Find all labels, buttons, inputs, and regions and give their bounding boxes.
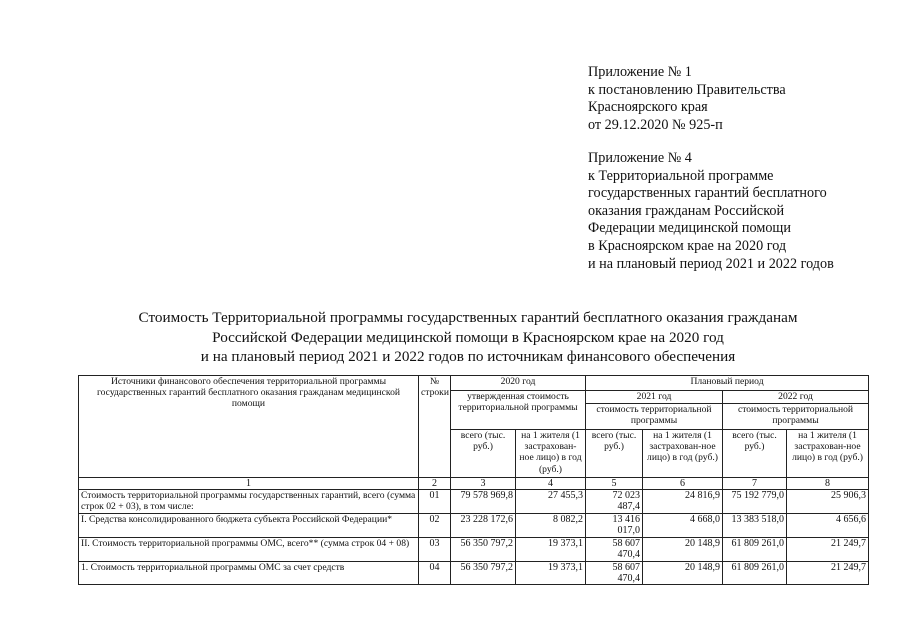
cell-2020-per-capita: 27 455,3 [516,490,586,514]
header-program-cost-2022: стоимость территориальной программы [723,404,869,430]
cell-2021-total: 72 023 487,4 [586,490,643,514]
cell-2022-total: 61 809 261,0 [723,561,787,584]
cell-2020-per-capita: 19 373,1 [516,561,586,584]
row-number: 01 [419,490,451,514]
cell-2021-total: 58 607 470,4 [586,537,643,561]
header-per-capita-2022: на 1 жителя (1 застрахован-ное лицо) в год (руб.) [787,430,869,478]
cell-2020-per-capita: 19 373,1 [516,537,586,561]
column-number-row [79,478,869,490]
appendix-1-block [588,64,786,134]
appendix-1-line: Приложение № 1 [588,64,692,80]
document-title [60,308,876,367]
cell-2022-total: 13 383 518,0 [723,514,787,537]
header-total-2021: всего (тыс. руб.) [586,430,643,478]
column-number: 3 [451,478,516,490]
row-label: II. Стоимость территориальной программы ОМС, всего** (сумма строк 04 + 08) [79,537,419,561]
header-line-no: № строки [419,376,451,478]
cell-2021-total: 13 416 017,0 [586,514,643,537]
cell-2022-per-capita: 21 249,7 [787,561,869,584]
cost-table [78,375,869,585]
cell-2020-total: 79 578 969,8 [451,490,516,514]
cell-2020-total: 56 350 797,2 [451,561,516,584]
header-total-2020: всего (тыс. руб.) [451,430,516,478]
appendix-4-line: в Красноярском крае на 2020 год [588,237,787,254]
column-number: 1 [79,478,419,490]
header-year-2020: 2020 год [451,376,586,391]
appendix-4-line: Федерации медицинской помощи [588,220,791,237]
appendix-4-line: оказания гражданам Российской [588,202,785,219]
cell-2022-per-capita: 21 249,7 [787,537,869,561]
appendix-1-line: Красноярского края [588,99,708,116]
cell-2021-per-capita: 4 668,0 [643,514,723,537]
table-row [79,490,869,514]
appendix-4-line: государственных гарантий бесплатного [588,185,827,202]
cell-2020-total: 23 228 172,6 [451,514,516,537]
header-approved-cost: утвержденная стоимость территориальной программы [451,391,586,430]
cell-2022-total: 61 809 261,0 [723,537,787,561]
header-source: Источники финансового обеспечения территориальной программы государственных гарантий бесплатного оказания гражданам медицинской помощи [79,376,419,478]
row-number: 02 [419,514,451,537]
column-number: 4 [516,478,586,490]
row-label: I. Средства консолидированного бюджета субъекта Российской Федерации* [79,514,419,537]
cell-2020-per-capita: 8 082,2 [516,514,586,537]
header-per-capita-2021: на 1 жителя (1 застрахован-ное лицо) в год (руб.) [643,430,723,478]
column-number: 7 [723,478,787,490]
appendix-4-line: к Территориальной программе [588,167,774,184]
header-planned-period: Плановый период [586,376,869,391]
header-year-2021: 2021 год [586,391,723,404]
cell-2022-per-capita: 4 656,6 [787,514,869,537]
column-number: 6 [643,478,723,490]
appendix-1-line: от 29.12.2020 № 925-п [588,116,723,133]
appendix-1-line: к постановлению Правительства [588,81,786,98]
cell-2021-per-capita: 20 148,9 [643,561,723,584]
title-line: Российской Федерации медицинской помощи в Красноярском крае на 2020 год [212,328,724,346]
appendix-4-line: и на плановый период 2021 и 2022 годов [588,255,834,272]
cell-2021-per-capita: 24 816,9 [643,490,723,514]
title-line: Стоимость Территориальной программы государственных гарантий бесплатного оказания гражданам [138,309,798,326]
cell-2022-per-capita: 25 906,3 [787,490,869,514]
row-label: Стоимость территориальной программы государственных гарантий, всего (сумма строк 02 + 03), в том числе: [79,490,419,514]
header-program-cost-2021: стоимость территориальной программы [586,404,723,430]
appendix-4-line: Приложение № 4 [588,150,692,166]
row-number: 04 [419,561,451,584]
row-label: 1. Стоимость территориальной программы ОМС за счет средств [79,561,419,584]
table-row [79,537,869,561]
cell-2021-per-capita: 20 148,9 [643,537,723,561]
header-row-1 [79,376,869,391]
table-row [79,514,869,537]
column-number: 5 [586,478,643,490]
cell-2022-total: 75 192 779,0 [723,490,787,514]
table-row [79,561,869,584]
column-number: 8 [787,478,869,490]
column-number: 2 [419,478,451,490]
cell-2021-total: 58 607 470,4 [586,561,643,584]
header-per-capita-2020: на 1 жителя (1 застрахован-ное лицо) в год (руб.) [516,430,586,478]
cell-2020-total: 56 350 797,2 [451,537,516,561]
header-year-2022: 2022 год [723,391,869,404]
row-number: 03 [419,537,451,561]
header-total-2022: всего (тыс. руб.) [723,430,787,478]
appendix-4-block [588,150,834,273]
title-line: и на плановый период 2021 и 2022 годов по источникам финансового обеспечения [200,348,736,365]
